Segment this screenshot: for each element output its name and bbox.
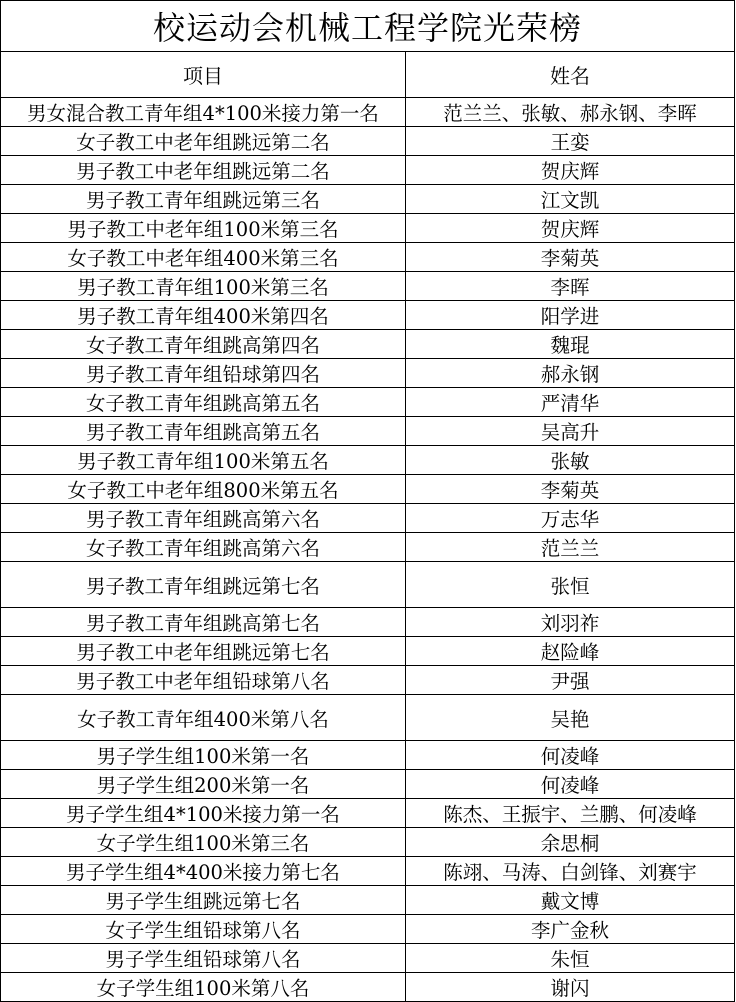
event-cell: 男子教工中老年组跳远第七名 [1, 637, 406, 666]
name-cell: 严清华 [406, 388, 735, 417]
event-cell: 女子教工青年组跳高第六名 [1, 533, 406, 562]
table-row [1, 359, 735, 388]
event-cell: 男子教工中老年组铅球第八名 [1, 666, 406, 695]
name-cell: 阳学进 [406, 301, 735, 330]
name-cell: 朱恒 [406, 944, 735, 973]
name-cell: 李晖 [406, 272, 735, 301]
name-cell: 万志华 [406, 504, 735, 533]
event-cell: 男子教工青年组跳远第七名 [1, 562, 406, 608]
event-cell: 女子教工青年组400米第八名 [1, 695, 406, 741]
table-row [1, 886, 735, 915]
table-row [1, 666, 735, 695]
table-row [1, 799, 735, 828]
event-cell: 男子教工青年组400米第四名 [1, 301, 406, 330]
table-row [1, 272, 735, 301]
table-row [1, 475, 735, 504]
event-cell: 男子教工青年组铅球第四名 [1, 359, 406, 388]
name-cell: 戴文博 [406, 886, 735, 915]
table-row [1, 562, 735, 608]
table-row [1, 770, 735, 799]
event-cell: 男子教工青年组跳高第七名 [1, 608, 406, 637]
table-row [1, 330, 735, 359]
table-row [1, 828, 735, 857]
event-cell: 女子教工青年组跳高第四名 [1, 330, 406, 359]
name-cell: 尹强 [406, 666, 735, 695]
name-cell: 王娈 [406, 127, 735, 156]
table-row [1, 533, 735, 562]
table-row [1, 741, 735, 770]
name-cell: 李菊英 [406, 243, 735, 272]
event-cell: 女子学生组铅球第八名 [1, 915, 406, 944]
table-row [1, 944, 735, 973]
event-cell: 男子学生组4*400米接力第七名 [1, 857, 406, 886]
table-row [1, 417, 735, 446]
event-cell: 女子教工中老年组跳远第二名 [1, 127, 406, 156]
event-cell: 男子教工青年组100米第五名 [1, 446, 406, 475]
name-cell: 张敏 [406, 446, 735, 475]
table-row [1, 504, 735, 533]
page-title: 校运动会机械工程学院光荣榜 [1, 1, 735, 52]
name-cell: 吴艳 [406, 695, 735, 741]
table-row [1, 156, 735, 185]
table-row [1, 857, 735, 886]
name-cell: 魏琨 [406, 330, 735, 359]
name-cell: 何凌峰 [406, 770, 735, 799]
table-row [1, 973, 735, 1002]
name-cell: 刘羽祚 [406, 608, 735, 637]
event-cell: 男子教工青年组跳高第六名 [1, 504, 406, 533]
table-row [1, 637, 735, 666]
table-row [1, 214, 735, 243]
event-cell: 女子学生组100米第三名 [1, 828, 406, 857]
event-cell: 男子教工青年组跳远第三名 [1, 185, 406, 214]
event-cell: 男女混合教工青年组4*100米接力第一名 [1, 98, 406, 127]
table-row [1, 127, 735, 156]
name-cell: 李菊英 [406, 475, 735, 504]
event-cell: 女子教工中老年组800米第五名 [1, 475, 406, 504]
event-cell: 男子学生组铅球第八名 [1, 944, 406, 973]
table-row [1, 388, 735, 417]
table-row [1, 185, 735, 214]
event-cell: 女子学生组100米第八名 [1, 973, 406, 1002]
name-cell: 谢闪 [406, 973, 735, 1002]
column-header-event: 项目 [1, 52, 406, 98]
name-cell: 吴高升 [406, 417, 735, 446]
event-cell: 男子教工青年组跳高第五名 [1, 417, 406, 446]
table-row [1, 608, 735, 637]
name-cell: 贺庆辉 [406, 214, 735, 243]
event-cell: 女子教工中老年组400米第三名 [1, 243, 406, 272]
table-row [1, 243, 735, 272]
event-cell: 男子学生组跳远第七名 [1, 886, 406, 915]
event-cell: 男子学生组100米第一名 [1, 741, 406, 770]
column-header-name: 姓名 [406, 52, 735, 98]
name-cell: 李广金秋 [406, 915, 735, 944]
name-cell: 张恒 [406, 562, 735, 608]
event-cell: 男子教工青年组100米第三名 [1, 272, 406, 301]
name-cell: 余思桐 [406, 828, 735, 857]
event-cell: 男子学生组4*100米接力第一名 [1, 799, 406, 828]
event-cell: 男子教工中老年组100米第三名 [1, 214, 406, 243]
table-row [1, 98, 735, 127]
name-cell: 范兰兰 [406, 533, 735, 562]
name-cell: 郝永钢 [406, 359, 735, 388]
table-row [1, 301, 735, 330]
table-row [1, 695, 735, 741]
event-cell: 女子教工青年组跳高第五名 [1, 388, 406, 417]
name-cell: 赵险峰 [406, 637, 735, 666]
name-cell: 贺庆辉 [406, 156, 735, 185]
table-body [1, 98, 735, 1002]
event-cell: 男子教工中老年组跳远第二名 [1, 156, 406, 185]
name-cell: 何凌峰 [406, 741, 735, 770]
name-cell: 范兰兰、张敏、郝永钢、李晖 [406, 98, 735, 127]
name-cell: 江文凯 [406, 185, 735, 214]
name-cell: 陈杰、王振宇、兰鹏、何凌峰 [406, 799, 735, 828]
table-row [1, 446, 735, 475]
table-row [1, 915, 735, 944]
name-cell: 陈翊、马涛、白剑锋、刘赛宇 [406, 857, 735, 886]
event-cell: 男子学生组200米第一名 [1, 770, 406, 799]
